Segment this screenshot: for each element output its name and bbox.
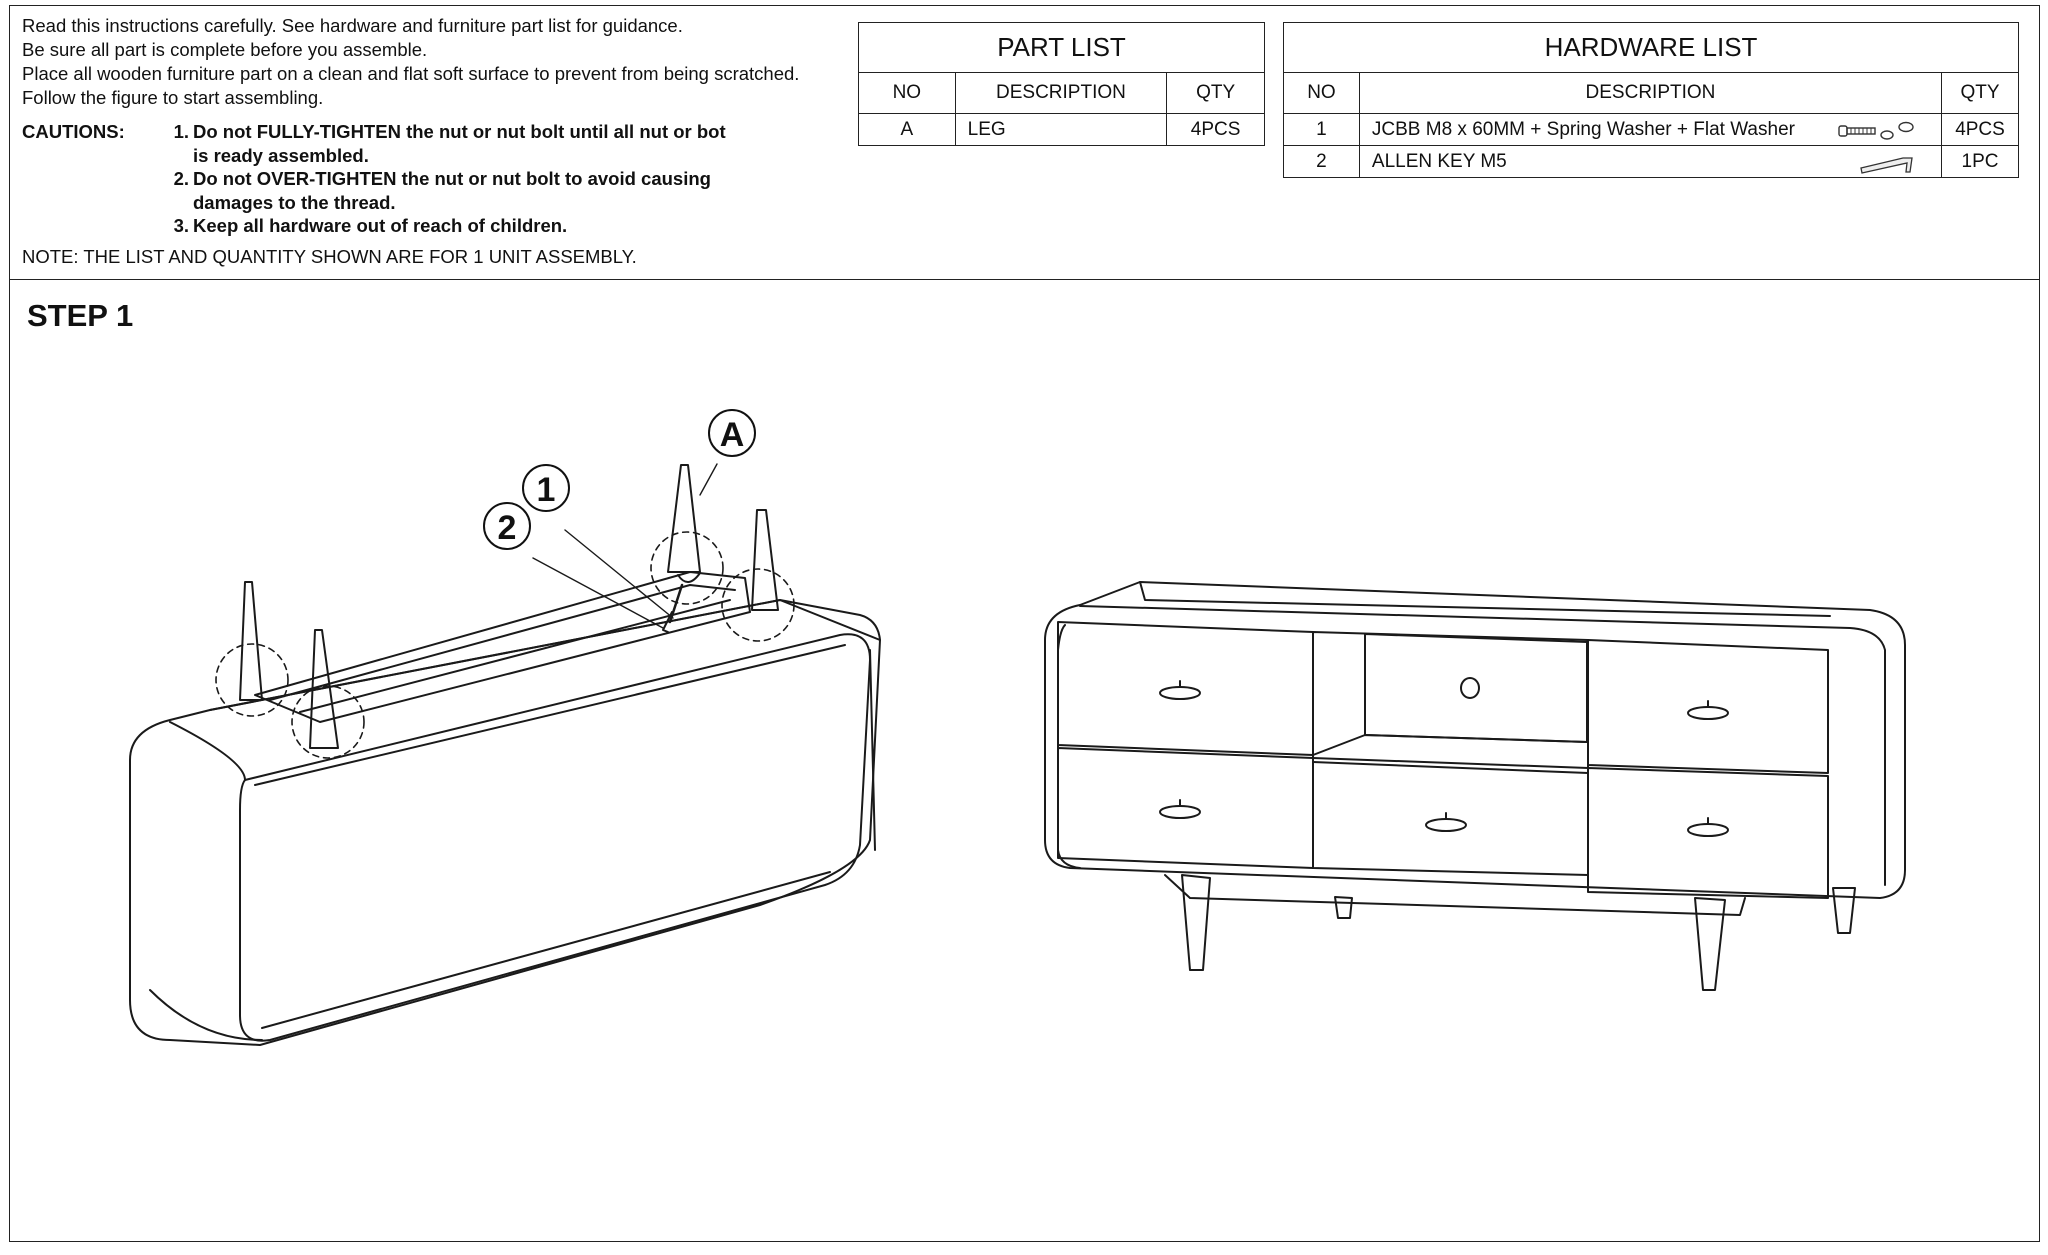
instruction-line: Read this instructions carefully. See hardware and furniture part list for guidance. [22, 15, 683, 36]
caution-text: Do not FULLY-TIGHTEN the nut or nut bolt until all nut or bot [193, 121, 726, 142]
caution-text: damages to the thread. [193, 191, 396, 213]
callout-label: A [719, 416, 745, 454]
column-header: QTY [1167, 73, 1265, 114]
caution-number: 1. [173, 121, 189, 142]
callout-2 [484, 503, 530, 549]
table-row [1284, 146, 2019, 178]
hardware-no: 2 [1284, 146, 1360, 178]
callout-1 [523, 465, 569, 511]
hardware-description: ALLEN KEY M5 [1371, 150, 1507, 172]
callout-label: 1 [536, 471, 556, 509]
part-no: A [859, 114, 956, 146]
cautions-label: CAUTIONS: [22, 121, 125, 142]
step-title: STEP 1 [27, 298, 134, 333]
part-description: LEG [955, 114, 1167, 146]
assembled-cabinet [1045, 582, 1905, 915]
leader-line [533, 558, 663, 628]
part-list-title: PART LIST [859, 23, 1265, 73]
table-row [859, 114, 1265, 146]
callout-a [709, 410, 755, 456]
allen-key-icon [1857, 152, 1917, 176]
table-row [1284, 114, 2019, 146]
instruction-line: Be sure all part is complete before you assemble. [22, 39, 428, 60]
hardware-description-cell [1359, 146, 1941, 178]
column-header: DESCRIPTION [955, 73, 1167, 114]
hardware-description-cell [1359, 114, 1941, 146]
assembly-diagram [0, 280, 2048, 1240]
hardware-list-table [1283, 22, 2019, 178]
hardware-no: 1 [1284, 114, 1360, 146]
column-header: NO [1284, 73, 1360, 114]
cabinet-legs [1182, 875, 1855, 990]
caution-number: 2. [173, 168, 189, 189]
column-header: NO [859, 73, 956, 114]
caution-text: Keep all hardware out of reach of children. [193, 215, 568, 236]
instruction-line: Follow the figure to start assembling. [22, 87, 324, 108]
detail-circles [216, 532, 794, 758]
caution-text: is ready assembled. [193, 144, 369, 166]
instructions [22, 14, 799, 110]
hardware-qty: 1PC [1942, 146, 2019, 178]
column-header: DESCRIPTION [1359, 73, 1941, 114]
hardware-list-title: HARDWARE LIST [1284, 23, 2019, 73]
hardware-description: JCBB M8 x 60MM + Spring Washer + Flat Washer [1371, 118, 1795, 140]
column-header: QTY [1942, 73, 2019, 114]
leader-line [700, 464, 717, 495]
part-qty: 4PCS [1167, 114, 1265, 146]
caution-number: 3. [173, 215, 189, 236]
callout-label: 2 [497, 509, 517, 547]
caution-text: Do not OVER-TIGHTEN the nut or nut bolt to avoid causing [193, 168, 711, 189]
hardware-qty: 4PCS [1942, 114, 2019, 146]
instruction-line: Place all wooden furniture part on a clean and flat soft surface to prevent from being scratched. [22, 63, 800, 84]
assembly-note: NOTE: THE LIST AND QUANTITY SHOWN ARE FOR 1 UNIT ASSEMBLY. [22, 246, 637, 267]
part-list-table [858, 22, 1265, 146]
bolt-washer-icon [1837, 120, 1917, 142]
